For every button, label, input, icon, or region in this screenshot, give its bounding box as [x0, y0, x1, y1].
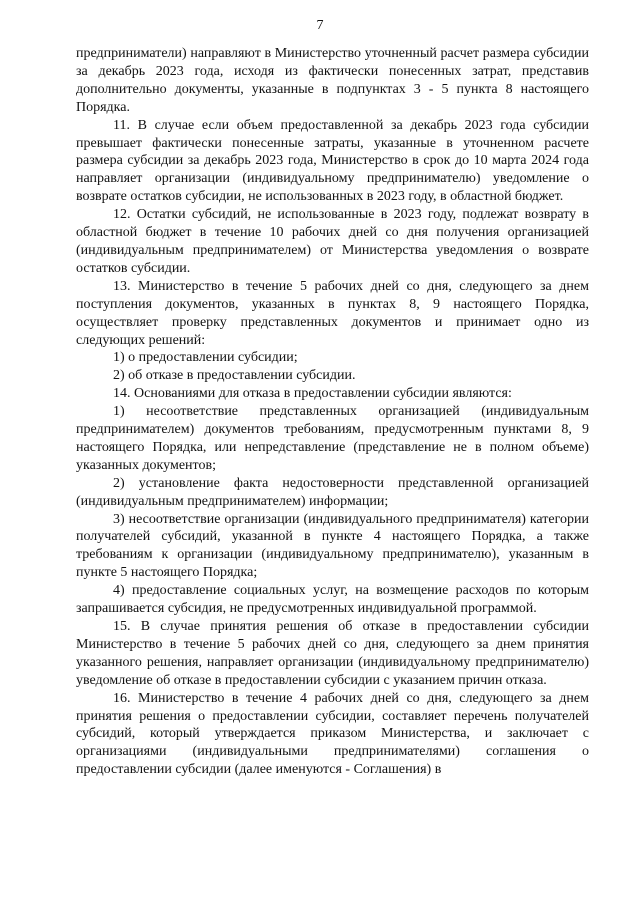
- paragraph-14-item-1: 1) несоответствие представленных организацией (индивидуальным предпринимателем) документов требованиям, предусмотренным пунктами 8, 9 настоящего Порядка, или непредставление (представление не в полном объеме) указанных документов;: [76, 404, 589, 473]
- paragraph-14-item-3: 3) несоответствие организации (индивидуального предпринимателя) категории получателей субсидий, указанной в пункте 4 настоящего Порядка, а также требованиям к организации (индивидуальному предпринимателю), указанным в пункте 5 настоящего Порядка;: [76, 511, 589, 581]
- document-body: [76, 45, 589, 779]
- paragraph-15: 15. В случае принятия решения об отказе в предоставлении субсидии Министерство в течение 5 рабочих дней со дня, следующего за днем принятия указанного решения, направляет организации (индивидуальному предпринимателю) уведомление об отказе в предоставлении субсидии с указанием причин отказа.: [76, 619, 589, 688]
- paragraph-13-item-1: 1) о предоставлении субсидии;: [113, 350, 298, 366]
- paragraph-12: 12. Остатки субсидий, не использованные в 2023 году, подлежат возврату в областной бюджет в течение 10 рабочих дней со дня получения организацией (индивидуальным предпринимателем) от Министерства уведомления о возврате остатков субсидии.: [76, 207, 589, 276]
- paragraph-11: 11. В случае если объем предоставленной за декабрь 2023 года субсидии превышает фактически понесенные затраты, указанные в уточненном расчете размера субсидии за декабрь 2023 года, Министерство в срок до 10 марта 2024 года направляет организации (индивидуальному предпринимателю) уведомление о возврате остатков субсидии, не использованных в 2023 году, в областной бюджет.: [76, 117, 589, 205]
- paragraph-13-item-2: 2) об отказе в предоставлении субсидии.: [113, 368, 356, 384]
- page-number: 7: [316, 18, 324, 33]
- paragraph-13: 13. Министерство в течение 5 рабочих дней со дня, следующего за днем поступления документов, указанных в пунктах 8, 9 настоящего Порядка, осуществляет проверку представленных документов и принимает одно из следующих решений:: [76, 278, 589, 348]
- paragraph-continuation: предприниматели) направляют в Министерство уточненный расчет размера субсидии за декабрь 2023 года, исходя из фактически понесенных затрат, представив дополнительно документы, указанные в подпунктах 3 - 5 пункта 8 настоящего Порядка.: [76, 46, 589, 115]
- paragraph-14: 14. Основаниями для отказа в предоставлении субсидии являются:: [113, 386, 512, 402]
- paragraph-14-item-2: 2) установление факта недостоверности представленной организацией (индивидуальным предпринимателем) информации;: [76, 475, 589, 509]
- paragraph-14-item-4: 4) предоставление социальных услуг, на возмещение расходов по которым запрашивается субсидия, не предусмотренных индивидуальной программой.: [76, 583, 589, 617]
- paragraph-16: 16. Министерство в течение 4 рабочих дней со дня, следующего за днем принятия решения о предоставлении субсидии, составляет перечень получателей субсидий, который утверждается приказом Министерства, и заключает с организациями (индивидуальными предпринимателями) соглашения о предоставлении субсидии (далее именуются - Соглашения) в: [76, 690, 589, 778]
